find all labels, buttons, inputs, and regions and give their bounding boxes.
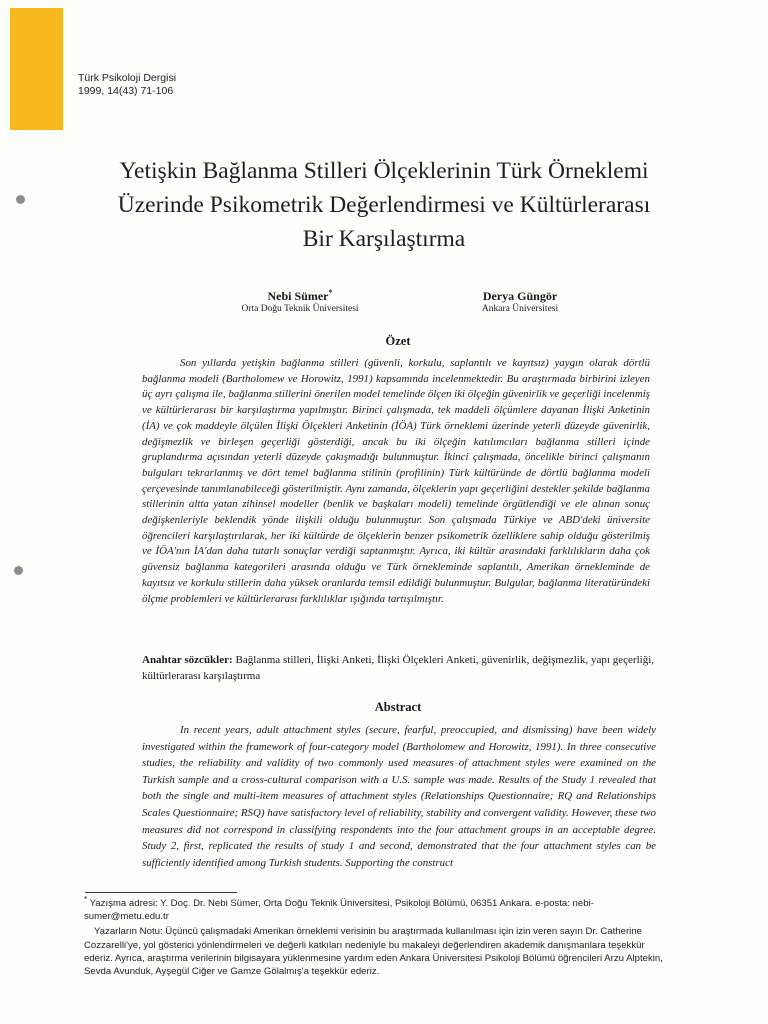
punch-hole-top — [16, 195, 25, 204]
author-1-footnote-mark: * — [328, 288, 333, 297]
keywords-label: Anahtar sözcükler: — [142, 654, 233, 666]
footnotes — [84, 894, 676, 980]
title-line-3: Bir Karşılaştırma — [302, 226, 466, 252]
punch-hole-bottom — [14, 566, 23, 575]
journal-issue: 1999, 14(43) 71-106 — [78, 85, 174, 97]
keywords — [142, 652, 654, 684]
author-2-name: Derya Güngör — [482, 289, 558, 303]
footnote-address — [84, 894, 676, 923]
keywords-text: Bağlanma stilleri, İlişki Anketi, İlişki Ölçekleri Anketi, güvenirlik, değişmezlik, yapı geçerliği, kültürlerarası karşılaştırma — [142, 654, 655, 682]
journal-name: Türk Psikoloji Dergisi — [78, 72, 177, 84]
author-2-affiliation: Ankara Üniversitesi — [481, 304, 559, 314]
author-2 — [450, 289, 590, 315]
title-line-2: Üzerinde Psikometrik Değerlendirmesi ve Kültürlerarası — [117, 192, 651, 218]
footnote-address-text: Yazışma adresi: Y. Doç. Dr. Nebi Sümer, Orta Doğu Teknik Üniversitesi, Psikoloji Bölümü, 06351 Ankara. e-posta: nebi-sumer@metu.edu.tr — [84, 898, 594, 923]
footnote-divider — [85, 892, 237, 893]
orange-tab-marker — [10, 8, 63, 130]
ozet-paragraph: Son yıllarda yetişkin bağlanma stilleri (güvenli, korkulu, saplantılı ve kayıtsız) yaygın olarak dörtlü bağlanma modeli (Bartholomew ve Horowitz, 1991) kapsamında incelenmektedir. Bu araştırmada birbirini izleyen üç ayrı çalışma ile, bağlanma stillerini önerilen model temelinde ölçen iki ölçeğin güvenirlik ve geçerliği incelenmiş ve kültürlerarası bir karşılaştırma yapılmıştır. Birinci çalışmada, tek maddeli ölçümlere dayanan İlişki Anketinin (İA) ve çok maddeyle ölçülen İlişki Ölçekleri Anketinin (İÖA) Türk örneklemi üzerinde yeterli düzeyde güvenirlik, değişmezlik ve birleşen geçerliği gösterdiği, ancak bu iki ölçeğin katılımcıları bağlanma stilleri içinde gruplandırma açısından yeterli düzeyde çakışmadığı bulunmuştur. İkinci çalışmada, öncelikle birinci çalışmanın bulguları tekrarlanmış ve dört temel bağlanma stilinin (profilinin) Türk kültüründe de dörtlü bağlanma modeli çerçevesinde tanımlanabileceği gösterilmiştir. Aynı zamanda, ölçeklerin yapı geçerliğini destekler şekilde bağlanma stillerinin altta yatan zihinsel modeller (benlik ve başkaları modeli) temelinde örgütlendiği ve ele alınan sonuç değişkenleriyle beklendik yönde ilişkili olduğu bulunmuştur. Son çalışmada Türkiye ve ABD'deki üniversite öğrencileri karşılaştırılarak, her iki kültürde de ölçeklerin benzer psikometrik özelliklere sahip olduğu gösterilmiş ve İÖA'nın İA'dan daha tutarlı sonuçlar verdiği saptanmıştır. Ayrıca, iki kültür arasındaki farklılıkların daha çok güvensiz bağlanma kategorileri arasında olduğu ve Türk örnekleminde saplantılı, Amerikan örnekleminde de kayıtsız ve korkulu stillerin daha yüksek oranlarda temsil edildiği bulunmuştur. Bulgular, bağlanma literatüründeki ölçme problemleri ve kültürlerarası farklılıklar ışığında tartışılmıştır. — [142, 357, 650, 605]
author-1-name: Nebi Sümer — [267, 289, 329, 303]
footnote-authors-note: Yazarların Notu: Üçüncü çalışmadaki Amerikan örneklemi verisinin bu araştırmada kullanılması için izin veren sayın Dr. Catherine Cozzarelli'ye, yol gösterici yönlendirmeleri ve değerli katkıları nedeniyle bu makaleyi değerlendiren akademik danışmanlara teşekkür ederiz. Ayrıca, araştırma verilerinin bilgisayara yüklenmesine yardım eden Ankara Üniversitesi Psikoloji Bölümü öğrencileri Arzu Alptekin, Sevda Avunduk, Ayşegül Ciğer ve Gamze Gölalmış'a teşekkür ederiz. — [84, 926, 663, 978]
ozet-heading: Özet — [385, 334, 411, 348]
title-line-1: Yetişkin Bağlanma Stilleri Ölçeklerinin Türk Örneklemi — [119, 158, 649, 184]
author-1-affiliation: Orta Doğu Teknik Üniversitesi — [241, 304, 359, 314]
footnote-mark: * — [84, 894, 88, 904]
journal-header — [78, 72, 176, 98]
article-title — [60, 154, 708, 256]
abstract-paragraph: In recent years, adult attachment styles (secure, fearful, preoccupied, and dismissing) have been widely investigated within the framework of four-category model (Bartholomew and Horowitz, 1991). In three consecutive studies, the reliability and validity of two commonly used measures of attachment styles were examined on the Turkish sample and a cross-cultural comparison with a U.S. sample was made. Results of the Study 1 revealed that both the single and multi-item measures of attachment styles (Relationships Questionnaire; RQ and Relationships Scales Questionnaire; RSQ) have satisfactory level of reliability, stability and convergent validity. However, these two measures did not correspond in classifying respondents into the four attachment groups in an acceptable degree. Study 2, first, replicated the results of study 1 and second, demonstrated that the four attachment styles can be sufficiently identified among Turkish students. Supporting the construct — [142, 724, 656, 869]
author-1 — [220, 289, 380, 315]
abstract-heading: Abstract — [374, 700, 422, 714]
